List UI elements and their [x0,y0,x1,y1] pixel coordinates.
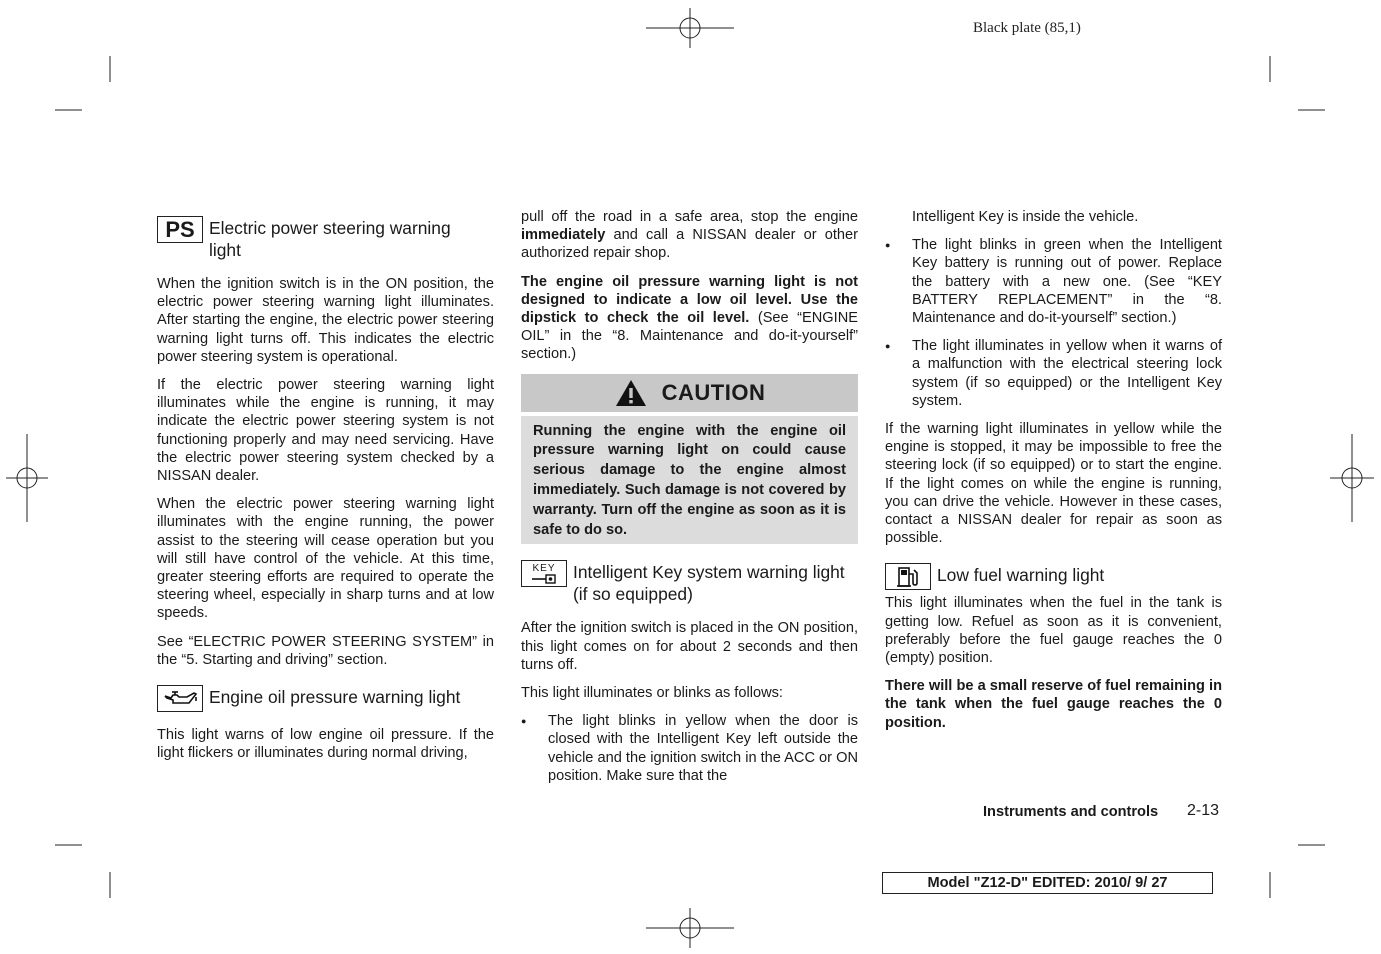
model-edit-stamp: Model "Z12-D" EDITED: 2010/ 9/ 27 [882,872,1213,894]
key-bullet-list [521,712,858,785]
caution-body: Running the engine with the engine oil pressure warning light on could cause serious damage to the engine almost immediately. Such damage is not covered by warranty. Turn off the engine as soon as it is safe to do so. [533,422,846,538]
warning-triangle-icon [614,378,648,408]
fuel-pump-icon [885,563,931,590]
key-bullet-list-continued [885,236,1222,410]
ps-paragraph-2: If the electric power steering warning light illuminates while the engine is running, it may indicate the electric power steering system is not functioning properly and may need servicing. Have the electric power steering system checked by a NISSAN dealer. [157,377,494,485]
page-number: 2-13 [1187,802,1220,819]
oil-paragraph-1: This light warns of low engine oil pressure. If the light flickers or illuminates during normal driving, [157,727,494,762]
ps-paragraph-1: When the ignition switch is in the ON position, the electric power steering warning light illuminates. After starting the engine, the electric power steering warning light turns off. This indicates the electric power steering system is operational. [157,276,494,365]
registration-mark-left [6,434,48,522]
key-continued-text: Intelligent Key is inside the vehicle. [912,209,1139,225]
caution-title: CAUTION [661,379,766,405]
key-icon: KEY [521,560,567,587]
list-item: ● The light illuminates in yellow when it warns of a malfunction with the electrical steering lock system (if so equipped) or the Intelligent Key system. [885,337,1222,410]
plate-label: Black plate (85,1) [973,20,1081,36]
ps-warning-icon: PS [157,216,203,243]
key-heading: Intelligent Key system warning light (if so equipped) [573,562,845,604]
column-right [885,208,1222,742]
ps-paragraph-4: See “ELECTRIC POWER STEERING SYSTEM” in the “5. Starting and driving” section. [157,633,494,668]
ps-section-header [157,216,494,261]
fuel-paragraph-1: This light illuminates when the fuel in the tank is getting low. Refuel as soon as it is convenient, preferably before the fuel gauge reaches the 0 (empty) position. [885,595,1222,667]
oil-can-icon [157,685,203,712]
footer-section-title: Instruments and controls [983,804,1159,820]
registration-mark-bottom [646,908,734,948]
key-paragraph-3: If the warning light illuminates in yellow while the engine is stopped, it may be impossible to free the steering lock (if so equipped) or to start the engine. If the light comes on while the engine is running, you can drive the vehicle. However in these cases, contact a NISSAN dealer for repair as soon as possible. [885,421,1222,547]
ps-paragraph-3: When the electric power steering warning light illuminates with the engine running, the power assist to the steering will cease operation but you will still have control of the vehicle. At this time, greater steering efforts are required to operate the steering wheel, especially in sharp turns and at low speeds. [157,496,494,622]
key-section-header [521,560,858,605]
oil-continued-paragraph: pull off the road in a safe area, stop the engine immediately and call a NISSAN dealer or other authorized repair shop. [521,209,858,262]
key-paragraph-1: After the ignition switch is placed in the ON position, this light comes on for about 2 seconds and then turns off. [521,620,858,673]
column-left [157,216,494,772]
oil-heading: Engine oil pressure warning light [209,687,461,708]
list-item: ● The light blinks in green when the Intelligent Key battery is running out of power. Replace the battery with a new one. (See “KEY BATTERY REPLACEMENT” in the “8. Maintenance and do-it-yourself” section.) [885,236,1222,327]
list-item: ● The light blinks in yellow when the door is closed with the Intelligent Key left outside the vehicle and the ignition switch in the ACC or ON position. Make sure that the [521,712,858,785]
fuel-paragraph-2: There will be a small reserve of fuel remaining in the tank when the fuel gauge reaches the 0 position. [885,678,1222,731]
key-paragraph-2: This light illuminates or blinks as follows: [521,685,783,702]
caution-box [521,374,858,545]
column-middle [521,208,858,795]
fuel-heading: Low fuel warning light [937,565,1105,586]
registration-mark-right [1330,434,1374,522]
caution-header [521,374,858,416]
registration-mark-top [646,8,734,48]
ps-heading: Electric power steering warning light [209,218,451,260]
fuel-section-header [885,563,1222,590]
oil-level-note: The engine oil pressure warning light is not designed to indicate a low oil level. Use the dipstick to check the oil level. (See “ENGINE OIL” in the “8. Maintenance and do-it-yourself” section.) [521,273,858,363]
oil-section-header [157,685,494,712]
